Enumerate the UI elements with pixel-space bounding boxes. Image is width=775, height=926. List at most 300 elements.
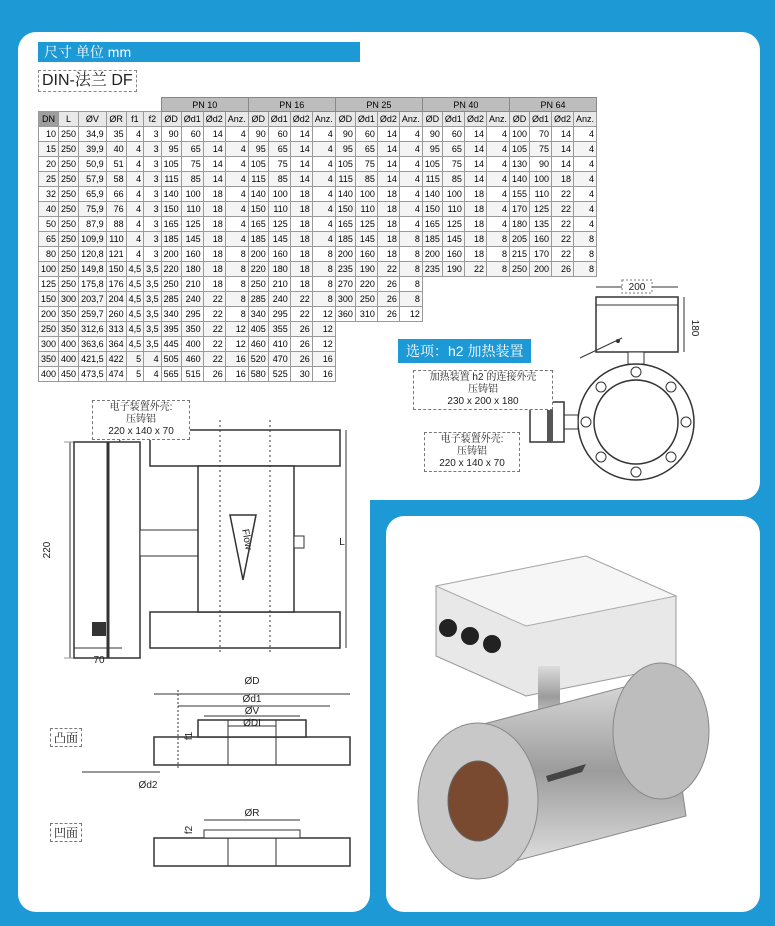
- table-cell: 4: [574, 142, 597, 157]
- table-cell: 170: [509, 202, 529, 217]
- table-cell: 100: [268, 187, 290, 202]
- table-cell: 110: [442, 202, 464, 217]
- table-cell: 95: [422, 142, 442, 157]
- table-cell: 340: [248, 307, 268, 322]
- table-cell: 460: [181, 352, 203, 367]
- product-photo: [386, 516, 760, 912]
- table-cell: 312,6: [79, 322, 107, 337]
- column-header: Anz.: [486, 112, 509, 127]
- table-cell: 3,5: [144, 292, 162, 307]
- table-cell: 16: [312, 352, 335, 367]
- table-cell: 90: [161, 127, 181, 142]
- dim-D-label: ØD: [244, 676, 260, 687]
- table-cell: 8: [312, 262, 335, 277]
- table-cell: 8: [574, 262, 597, 277]
- column-header: DN: [39, 112, 59, 127]
- table-cell: 4,5: [126, 292, 144, 307]
- table-cell: 250: [59, 187, 79, 202]
- table-cell: 313: [106, 322, 126, 337]
- flange-type-label: DIN-法兰 DF: [38, 70, 137, 92]
- table-cell: 235: [335, 262, 355, 277]
- cable-gland-icon: [483, 635, 501, 653]
- table-cell: 3,5: [144, 337, 162, 352]
- table-cell: 15: [39, 142, 59, 157]
- table-cell: 4: [312, 232, 335, 247]
- table-cell: 405: [248, 322, 268, 337]
- side-housing-note: [92, 400, 190, 440]
- table-cell: 250: [161, 277, 181, 292]
- body-boss: [294, 536, 304, 548]
- table-cell: 3: [144, 232, 162, 247]
- pn-group-header: PN 10: [161, 98, 248, 112]
- table-cell: 149,8: [79, 262, 107, 277]
- table-cell: 26: [290, 337, 312, 352]
- table-cell: 350: [181, 322, 203, 337]
- table-cell: 8: [225, 262, 248, 277]
- table-cell: 4: [574, 187, 597, 202]
- table-cell: 22: [203, 292, 225, 307]
- table-cell: 26: [290, 322, 312, 337]
- table-cell: 26: [290, 352, 312, 367]
- table-cell: 75: [181, 157, 203, 172]
- table-cell: 340: [161, 307, 181, 322]
- table-cell: 125: [355, 217, 377, 232]
- table-cell: 30: [290, 367, 312, 382]
- table-cell: 18: [290, 187, 312, 202]
- column-header: f1: [126, 112, 144, 127]
- dim-200-label: 200: [628, 282, 646, 293]
- table-cell: 4: [574, 172, 597, 187]
- flange-bore: [594, 380, 678, 464]
- bolt-hole: [631, 467, 641, 477]
- table-cell: 65: [268, 142, 290, 157]
- table-cell: 363,6: [79, 337, 107, 352]
- table-cell: 75: [268, 157, 290, 172]
- electronics-housing-note: [424, 432, 520, 472]
- housing-neck: [140, 530, 198, 556]
- table-cell: 85: [355, 172, 377, 187]
- table-cell: 150: [39, 292, 59, 307]
- table-cell: 150: [422, 202, 442, 217]
- table-cell: 515: [181, 367, 203, 382]
- table-cell: 4: [399, 172, 422, 187]
- table-cell: 14: [464, 172, 486, 187]
- table-cell: 18: [290, 202, 312, 217]
- table-cell: 14: [464, 142, 486, 157]
- table-cell: 140: [422, 187, 442, 202]
- cable-gland-icon: [92, 622, 106, 636]
- table-cell: 135: [530, 217, 552, 232]
- table-cell: 150: [161, 202, 181, 217]
- table-cell: 18: [203, 202, 225, 217]
- table-cell: 422: [106, 352, 126, 367]
- table-cell: 125: [442, 217, 464, 232]
- empty-cell: [377, 352, 399, 367]
- table-cell: 12: [225, 322, 248, 337]
- table-cell: 4: [126, 187, 144, 202]
- empty-cell: [377, 337, 399, 352]
- table-cell: 300: [59, 292, 79, 307]
- table-cell: 18: [290, 247, 312, 262]
- table-cell: 14: [377, 172, 399, 187]
- table-cell: 18: [464, 217, 486, 232]
- table-cell: 190: [355, 262, 377, 277]
- table-cell: 85: [442, 172, 464, 187]
- table-cell: 4: [312, 157, 335, 172]
- column-header: ØD: [248, 112, 268, 127]
- table-cell: 14: [290, 142, 312, 157]
- table-cell: 250: [59, 127, 79, 142]
- table-cell: 4: [126, 127, 144, 142]
- table-cell: 8: [312, 292, 335, 307]
- column-header: Anz.: [574, 112, 597, 127]
- table-cell: 300: [39, 337, 59, 352]
- dim-V-label: ØV: [244, 706, 260, 717]
- table-cell: 105: [509, 142, 529, 157]
- empty-cell: [335, 337, 355, 352]
- table-cell: 4: [399, 127, 422, 142]
- empty-cell: [335, 322, 355, 337]
- table-cell: 525: [268, 367, 290, 382]
- table-cell: 160: [530, 232, 552, 247]
- table-cell: 10: [39, 127, 59, 142]
- table-cell: 14: [377, 157, 399, 172]
- table-cell: 176: [106, 277, 126, 292]
- note-line: 加热装置 h2 的连接外壳: [429, 372, 537, 383]
- column-header-row: [39, 112, 597, 127]
- table-cell: 39,9: [79, 142, 107, 157]
- section-title: 尺寸 单位 mm: [38, 42, 360, 62]
- table-cell: 22: [552, 247, 574, 262]
- table-cell: 4: [144, 367, 162, 382]
- table-cell: 8: [225, 247, 248, 262]
- note-line: 压铸铝: [468, 384, 498, 395]
- table-cell: 18: [203, 262, 225, 277]
- column-header: ØD: [422, 112, 442, 127]
- table-cell: 14: [290, 157, 312, 172]
- empty-cell: [355, 337, 377, 352]
- empty-cell: [335, 352, 355, 367]
- table-cell: 250: [39, 322, 59, 337]
- empty-cell: [355, 322, 377, 337]
- table-cell: 105: [248, 157, 268, 172]
- table-cell: 270: [335, 277, 355, 292]
- column-header: Anz.: [312, 112, 335, 127]
- empty-cell: [355, 367, 377, 382]
- table-cell: 3: [144, 247, 162, 262]
- table-cell: 18: [377, 187, 399, 202]
- table-cell: 8: [399, 262, 422, 277]
- table-row: [39, 172, 597, 187]
- table-cell: 421,5: [79, 352, 107, 367]
- table-cell: 12: [312, 322, 335, 337]
- table-cell: 115: [248, 172, 268, 187]
- table-cell: 3,5: [144, 322, 162, 337]
- table-cell: 220: [355, 277, 377, 292]
- table-cell: 4: [144, 352, 162, 367]
- table-cell: 473,5: [79, 367, 107, 382]
- table-cell: 160: [442, 247, 464, 262]
- table-cell: 4: [312, 202, 335, 217]
- pn-group-header: PN 25: [335, 98, 422, 112]
- table-cell: 400: [59, 352, 79, 367]
- table-cell: 18: [203, 247, 225, 262]
- table-cell: 75: [530, 142, 552, 157]
- table-cell: 4,5: [126, 307, 144, 322]
- table-cell: 26: [377, 277, 399, 292]
- table-cell: 18: [464, 202, 486, 217]
- table-cell: 22: [203, 352, 225, 367]
- table-cell: 445: [161, 337, 181, 352]
- table-cell: 4: [225, 187, 248, 202]
- bolt-hole: [666, 452, 676, 462]
- table-cell: 22: [552, 232, 574, 247]
- table-cell: 8: [486, 262, 509, 277]
- column-header: Anz.: [225, 112, 248, 127]
- table-row: [39, 127, 597, 142]
- table-cell: 65: [39, 232, 59, 247]
- table-cell: 165: [335, 217, 355, 232]
- table-cell: 130: [509, 157, 529, 172]
- heater-neck: [628, 352, 644, 364]
- table-cell: 18: [203, 187, 225, 202]
- table-cell: 505: [161, 352, 181, 367]
- table-cell: 4: [126, 157, 144, 172]
- table-cell: 66: [106, 187, 126, 202]
- table-cell: 12: [312, 307, 335, 322]
- table-cell: 4: [225, 217, 248, 232]
- table-cell: 250: [59, 262, 79, 277]
- table-cell: 95: [248, 142, 268, 157]
- empty-cell: [377, 322, 399, 337]
- table-cell: 180: [509, 217, 529, 232]
- column-header: Ød2: [377, 112, 399, 127]
- table-cell: 14: [290, 172, 312, 187]
- table-cell: 4: [312, 127, 335, 142]
- table-cell: 4: [126, 142, 144, 157]
- table-cell: 140: [335, 187, 355, 202]
- cable-gland-icon: [439, 619, 457, 637]
- table-cell: 4: [574, 157, 597, 172]
- dim-d1-label: Ød1: [242, 694, 262, 705]
- table-cell: 185: [335, 232, 355, 247]
- table-cell: 40: [106, 142, 126, 157]
- table-cell: 203,7: [79, 292, 107, 307]
- table-cell: 160: [181, 247, 203, 262]
- table-cell: 3,5: [144, 262, 162, 277]
- column-header: Ød1: [355, 112, 377, 127]
- column-header: Ød2: [464, 112, 486, 127]
- table-cell: 40: [39, 202, 59, 217]
- table-cell: 12: [399, 307, 422, 322]
- table-cell: 200: [530, 262, 552, 277]
- table-row: [39, 232, 597, 247]
- table-cell: 18: [290, 217, 312, 232]
- table-cell: 4: [312, 172, 335, 187]
- bolt-hole: [596, 452, 606, 462]
- table-cell: 26: [552, 262, 574, 277]
- table-cell: 100: [181, 187, 203, 202]
- table-cell: 8: [312, 277, 335, 292]
- table-cell: 3: [144, 142, 162, 157]
- table-cell: 22: [464, 262, 486, 277]
- table-cell: 14: [203, 157, 225, 172]
- table-cell: 250: [59, 232, 79, 247]
- table-cell: 18: [377, 232, 399, 247]
- table-cell: 200: [422, 247, 442, 262]
- table-cell: 3: [144, 172, 162, 187]
- bolt-hole: [666, 382, 676, 392]
- table-cell: 8: [574, 232, 597, 247]
- column-header: Anz.: [399, 112, 422, 127]
- table-cell: 125: [530, 202, 552, 217]
- table-cell: 520: [248, 352, 268, 367]
- table-cell: 14: [552, 157, 574, 172]
- table-cell: 4: [126, 172, 144, 187]
- dim-180-label: 180: [689, 319, 700, 337]
- table-cell: 8: [399, 247, 422, 262]
- table-cell: 22: [377, 262, 399, 277]
- table-cell: 22: [203, 307, 225, 322]
- dim-d2-label: Ød2: [138, 780, 158, 791]
- dim-f2-label: f2: [184, 825, 195, 835]
- table-cell: 4,5: [126, 277, 144, 292]
- table-cell: 400: [181, 337, 203, 352]
- table-cell: 25: [39, 172, 59, 187]
- outlet-flange: [613, 663, 709, 799]
- table-cell: 12: [312, 337, 335, 352]
- table-cell: 140: [248, 187, 268, 202]
- table-cell: 260: [106, 307, 126, 322]
- table-cell: 140: [509, 172, 529, 187]
- table-cell: 100: [530, 172, 552, 187]
- table-cell: 18: [290, 232, 312, 247]
- table-cell: 60: [442, 127, 464, 142]
- table-cell: 180: [181, 262, 203, 277]
- table-cell: 4: [399, 142, 422, 157]
- column-header: Ød1: [181, 112, 203, 127]
- table-cell: 22: [203, 322, 225, 337]
- pn-group-header: PN 16: [248, 98, 335, 112]
- table-cell: 65: [355, 142, 377, 157]
- table-cell: 18: [203, 217, 225, 232]
- table-cell: 12: [225, 337, 248, 352]
- dim-DI-label: ØDI: [243, 718, 261, 729]
- table-cell: 250: [59, 172, 79, 187]
- table-cell: 4: [574, 127, 597, 142]
- table-cell: 125: [268, 217, 290, 232]
- column-header: L: [59, 112, 79, 127]
- table-cell: 90: [530, 157, 552, 172]
- table-cell: 180: [268, 262, 290, 277]
- table-cell: 470: [268, 352, 290, 367]
- table-cell: 185: [248, 232, 268, 247]
- table-cell: 250: [59, 247, 79, 262]
- table-cell: 250: [59, 142, 79, 157]
- table-cell: 110: [106, 232, 126, 247]
- note-line: 压铸铝: [126, 414, 156, 425]
- table-cell: 355: [268, 322, 290, 337]
- table-cell: 4: [399, 157, 422, 172]
- table-cell: 14: [464, 157, 486, 172]
- flange-bottom: [150, 612, 340, 648]
- table-cell: 18: [552, 172, 574, 187]
- table-cell: 125: [39, 277, 59, 292]
- table-cell: 4: [399, 202, 422, 217]
- table-row: [39, 187, 597, 202]
- note-line: 电子装置外壳:: [109, 402, 173, 413]
- table-cell: 4: [126, 232, 144, 247]
- table-cell: 165: [422, 217, 442, 232]
- table-cell: 76: [106, 202, 126, 217]
- table-cell: 32: [39, 187, 59, 202]
- column-header: Ød1: [268, 112, 290, 127]
- table-cell: 18: [464, 187, 486, 202]
- table-cell: 50,9: [79, 157, 107, 172]
- table-cell: 235: [422, 262, 442, 277]
- table-cell: 210: [268, 277, 290, 292]
- table-cell: 50: [39, 217, 59, 232]
- table-cell: 190: [442, 262, 464, 277]
- table-cell: 185: [161, 232, 181, 247]
- table-cell: 105: [335, 157, 355, 172]
- table-cell: 14: [203, 172, 225, 187]
- table-cell: 60: [181, 127, 203, 142]
- table-cell: 8: [225, 292, 248, 307]
- table-cell: 14: [290, 127, 312, 142]
- table-cell: 250: [355, 292, 377, 307]
- table-cell: 4: [312, 142, 335, 157]
- table-cell: 4: [574, 202, 597, 217]
- table-cell: 400: [59, 337, 79, 352]
- table-cell: 250: [509, 262, 529, 277]
- table-cell: 22: [203, 337, 225, 352]
- table-cell: 105: [161, 157, 181, 172]
- table-cell: 65: [181, 142, 203, 157]
- table-cell: 8: [312, 247, 335, 262]
- recessed-face-label: 凹面: [50, 823, 82, 842]
- table-cell: 200: [39, 307, 59, 322]
- table-cell: 51: [106, 157, 126, 172]
- table-cell: 295: [181, 307, 203, 322]
- table-cell: 3,5: [144, 277, 162, 292]
- table-cell: 14: [203, 142, 225, 157]
- table-cell: 4: [486, 157, 509, 172]
- table-cell: 4,5: [126, 262, 144, 277]
- table-cell: 4: [486, 187, 509, 202]
- table-row: [39, 217, 597, 232]
- empty-cell: [377, 367, 399, 382]
- table-cell: 220: [161, 262, 181, 277]
- table-cell: 300: [335, 292, 355, 307]
- table-cell: 75: [442, 157, 464, 172]
- table-cell: 3,5: [144, 307, 162, 322]
- table-cell: 145: [442, 232, 464, 247]
- dim-70-label: 70: [93, 655, 105, 666]
- table-cell: 18: [377, 247, 399, 262]
- table-cell: 34,9: [79, 127, 107, 142]
- table-cell: 160: [268, 247, 290, 262]
- dim-L-label: L: [339, 537, 345, 548]
- table-row: [39, 142, 597, 157]
- table-cell: 100: [39, 262, 59, 277]
- table-cell: 145: [181, 232, 203, 247]
- table-cell: 200: [335, 247, 355, 262]
- table-cell: 121: [106, 247, 126, 262]
- table-cell: 140: [161, 187, 181, 202]
- table-cell: 8: [225, 277, 248, 292]
- table-cell: 22: [290, 307, 312, 322]
